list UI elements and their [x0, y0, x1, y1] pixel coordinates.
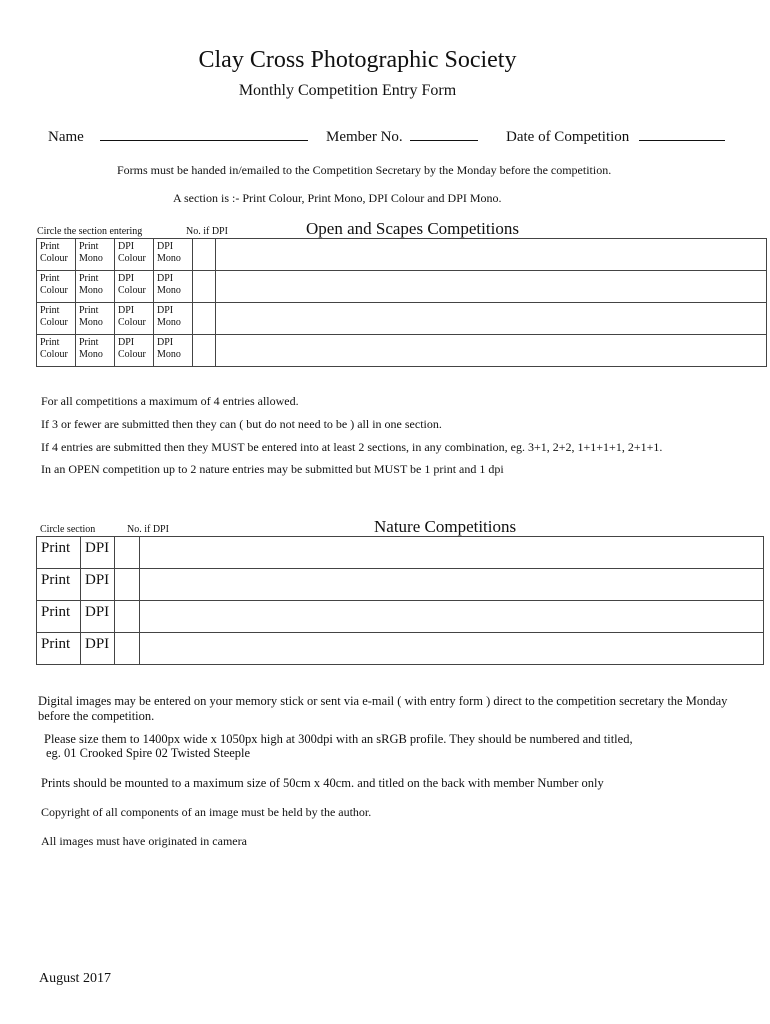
- print-mono-cell[interactable]: Print Mono: [76, 239, 115, 271]
- footer-date: August 2017: [39, 971, 111, 986]
- prints-info: Prints should be mounted to a maximum size of 50cm x 40cm. and titled on the back with member Number only: [41, 776, 604, 790]
- page-title: Clay Cross Photographic Society: [198, 47, 517, 73]
- table-row: [37, 633, 764, 665]
- member-field[interactable]: [410, 126, 478, 141]
- size-info-line2: eg. 01 Crooked Spire 02 Twisted Steeple: [46, 746, 251, 760]
- member-field-group: [326, 126, 478, 146]
- dpi-number-cell[interactable]: [115, 601, 140, 633]
- nature-dpi-label: No. if DPI: [127, 524, 169, 535]
- member-label: Member No.: [326, 129, 403, 145]
- open-entry-table: [36, 238, 767, 367]
- dpi-mono-cell[interactable]: DPI Mono: [154, 303, 193, 335]
- name-field-group: [48, 126, 308, 146]
- dpi-number-cell[interactable]: [115, 633, 140, 665]
- dpi-cell[interactable]: DPI: [81, 601, 115, 633]
- title-cell[interactable]: [216, 239, 767, 271]
- open-dpi-label: No. if DPI: [186, 226, 228, 237]
- table-row: [37, 601, 764, 633]
- rule-max-entries: For all competitions a maximum of 4 entries allowed.: [41, 394, 299, 408]
- dpi-colour-cell[interactable]: DPI Colour: [115, 271, 154, 303]
- table-row: [37, 569, 764, 601]
- size-info-line1: Please size them to 1400px wide x 1050px high at 300dpi with an sRGB profile. They should be numbered and titled,: [44, 732, 633, 746]
- print-mono-cell[interactable]: Print Mono: [76, 271, 115, 303]
- nature-entry-table: [36, 536, 764, 665]
- table-row: [37, 271, 767, 303]
- table-row: [37, 537, 764, 569]
- title-cell[interactable]: [140, 633, 764, 665]
- dpi-colour-cell[interactable]: DPI Colour: [115, 303, 154, 335]
- print-mono-cell[interactable]: Print Mono: [76, 303, 115, 335]
- dpi-cell[interactable]: DPI: [81, 537, 115, 569]
- title-cell[interactable]: [216, 271, 767, 303]
- title-cell[interactable]: [140, 537, 764, 569]
- print-cell[interactable]: Print: [37, 601, 81, 633]
- name-field[interactable]: [100, 126, 308, 141]
- dpi-cell[interactable]: DPI: [81, 569, 115, 601]
- nature-circle-label: Circle section: [40, 524, 96, 535]
- title-cell[interactable]: [216, 303, 767, 335]
- dpi-number-cell[interactable]: [193, 303, 216, 335]
- name-label: Name: [48, 129, 84, 145]
- dpi-number-cell[interactable]: [193, 271, 216, 303]
- handin-note: Forms must be handed in/emailed to the Competition Secretary by the Monday before the competition.: [117, 163, 612, 177]
- title-cell[interactable]: [140, 601, 764, 633]
- date-field-group: [506, 126, 725, 146]
- rule-three-or-fewer: If 3 or fewer are submitted then they can ( but do not need to be ) all in one section.: [41, 417, 442, 431]
- print-colour-cell[interactable]: Print Colour: [37, 271, 76, 303]
- print-cell[interactable]: Print: [37, 633, 81, 665]
- print-cell[interactable]: Print: [37, 537, 81, 569]
- dpi-colour-cell[interactable]: DPI Colour: [115, 239, 154, 271]
- title-cell[interactable]: [216, 335, 767, 367]
- table-row: [37, 335, 767, 367]
- nature-heading: Nature Competitions: [374, 517, 517, 536]
- digital-info: Digital images may be entered on your memory stick or sent via e-mail ( with entry form ) direct to the competition secretary the Monday before the competition.: [38, 694, 728, 723]
- dpi-number-cell[interactable]: [193, 335, 216, 367]
- form-subtitle: Monthly Competition Entry Form: [238, 82, 457, 99]
- print-colour-cell[interactable]: Print Colour: [37, 335, 76, 367]
- rule-four-entries: If 4 entries are submitted then they MUST be entered into at least 2 sections, in any combination, eg. 3+1, 2+2, 1+1+1+1, 2+1+1.: [41, 440, 663, 454]
- dpi-number-cell[interactable]: [193, 239, 216, 271]
- origin-info: All images must have originated in camera: [41, 834, 247, 848]
- title-cell[interactable]: [140, 569, 764, 601]
- dpi-mono-cell[interactable]: DPI Mono: [154, 271, 193, 303]
- table-row: [37, 239, 767, 271]
- print-mono-cell[interactable]: Print Mono: [76, 335, 115, 367]
- print-cell[interactable]: Print: [37, 569, 81, 601]
- dpi-number-cell[interactable]: [115, 569, 140, 601]
- open-heading: Open and Scapes Competitions: [306, 219, 519, 238]
- section-info: A section is :- Print Colour, Print Mono, DPI Colour and DPI Mono.: [173, 191, 502, 205]
- dpi-cell[interactable]: DPI: [81, 633, 115, 665]
- print-colour-cell[interactable]: Print Colour: [37, 239, 76, 271]
- dpi-mono-cell[interactable]: DPI Mono: [154, 239, 193, 271]
- dpi-number-cell[interactable]: [115, 537, 140, 569]
- open-circle-label: Circle the section entering: [37, 226, 143, 237]
- table-row: [37, 303, 767, 335]
- dpi-colour-cell[interactable]: DPI Colour: [115, 335, 154, 367]
- copyright-info: Copyright of all components of an image must be held by the author.: [41, 805, 372, 819]
- date-field[interactable]: [639, 126, 725, 141]
- dpi-mono-cell[interactable]: DPI Mono: [154, 335, 193, 367]
- date-label: Date of Competition: [506, 129, 630, 145]
- rule-open-nature: In an OPEN competition up to 2 nature entries may be submitted but MUST be 1 print and 1 dpi: [41, 462, 504, 476]
- print-colour-cell[interactable]: Print Colour: [37, 303, 76, 335]
